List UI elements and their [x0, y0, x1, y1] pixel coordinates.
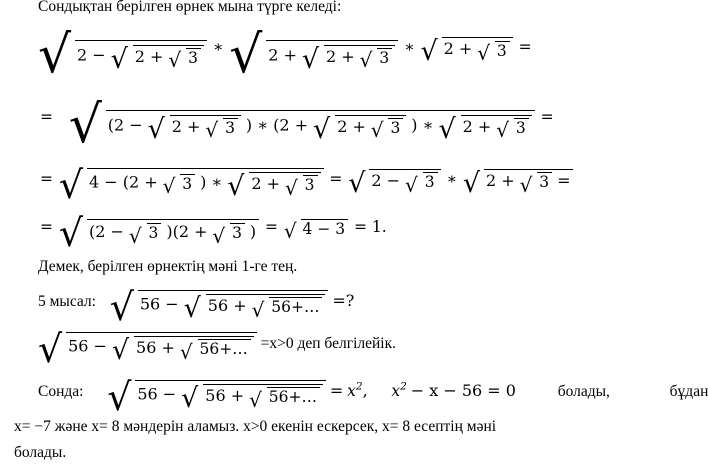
radical-outer-4	[68, 95, 535, 155]
radical-body: 56+…	[267, 387, 320, 406]
operand-text: 2 −	[77, 45, 106, 65]
final-text-line-2: болады.	[14, 444, 67, 461]
radical-nested-56-a	[109, 285, 329, 329]
radical-body	[249, 172, 320, 200]
operand-text: 2 +	[134, 46, 164, 66]
operator-equals: =	[40, 169, 53, 188]
radical-body	[461, 115, 532, 143]
radical-body: 3	[495, 41, 510, 60]
radical-sqrt3	[128, 223, 162, 248]
then-equals: =	[329, 380, 344, 400]
operand-text: 2 +	[326, 46, 355, 66]
radical-sign-icon: √	[229, 25, 263, 85]
operand-text: (2 −	[107, 115, 143, 135]
radical-body	[135, 380, 326, 414]
radical-sqrt3	[370, 118, 404, 143]
radical-inner-6	[227, 170, 320, 202]
radical-body	[324, 45, 395, 73]
equation-line-1	[38, 25, 534, 85]
radical-body	[203, 384, 323, 412]
operator-equals: =	[518, 38, 532, 57]
radical-sqrt3	[519, 172, 553, 197]
radical-body	[75, 40, 207, 75]
operand-text: ) ∗	[411, 115, 434, 135]
radical-body	[87, 168, 324, 202]
operand-text: 2 +	[171, 116, 201, 136]
operator-asterisk: ∗	[404, 38, 415, 57]
operand-text: 2 +	[251, 173, 281, 193]
final-text-line-1: x= −7 және x= 8 мәндерін аламыз. x>0 екенін ескерсек, x= 8 есептің мәні	[14, 418, 497, 435]
operand-text: )(2 +	[166, 221, 208, 241]
radical-sign-icon: √	[111, 334, 130, 366]
radical-nested-56-c3	[249, 387, 320, 412]
radical-body	[66, 332, 257, 366]
radical-body: 3	[388, 118, 403, 137]
radical-sqrt3	[496, 118, 529, 143]
radical-sign-icon: √	[205, 118, 219, 143]
radical-nested-56-c	[251, 297, 323, 322]
radical-nested-56-b3	[181, 382, 323, 414]
radical-body	[266, 40, 398, 75]
result-equals-one: = 1.	[354, 217, 387, 236]
radical-nested-56-b2	[111, 334, 254, 366]
radical-sign-icon: √	[283, 218, 297, 243]
operand-text: ) ∗	[200, 172, 223, 192]
operand-text: 56 −	[139, 294, 179, 314]
operand-text: 56 −	[68, 336, 107, 356]
radical-body	[369, 169, 440, 197]
then-comma: ,	[362, 380, 368, 400]
radical-4-minus-3	[283, 218, 348, 243]
radical-sign-icon: √	[38, 327, 63, 371]
radical-nested-56-b	[183, 292, 326, 324]
substitution-line	[38, 327, 397, 371]
radical-sign-icon: √	[58, 211, 84, 255]
radical-body: 3	[537, 172, 552, 191]
radical-body	[87, 219, 259, 248]
radical-nested-56-a2	[38, 327, 257, 371]
radical-sign-icon: √	[128, 223, 142, 248]
example-label: 5 мысал:	[38, 292, 96, 310]
equation-line-3	[38, 163, 573, 207]
radical-sqrt3	[212, 223, 245, 248]
radical-sqrt3	[205, 118, 238, 143]
operand-text: 4 − (2 +	[88, 172, 158, 192]
equation-line-2	[38, 95, 556, 155]
radical-nested-56-c2	[179, 339, 251, 364]
operand-text: 56 +	[136, 337, 175, 357]
radical-body	[134, 336, 254, 364]
then-word-2: бұдан	[669, 382, 708, 400]
operator-equals: =	[329, 169, 343, 188]
radical-2-plus-sqrt3	[462, 167, 574, 199]
radical-body: 3	[230, 223, 245, 242]
radical-sign-icon: √	[496, 118, 509, 143]
radical-inner-4	[313, 113, 406, 145]
radical-body	[133, 45, 204, 73]
radical-sign-icon: √	[249, 387, 262, 412]
radical-body	[442, 37, 513, 65]
radical-sign-icon: √	[183, 292, 201, 324]
radical-sign-icon: √	[348, 167, 366, 199]
radical-product	[58, 211, 259, 255]
radical-body: 56+…	[269, 297, 322, 316]
radical-sqrt3	[162, 173, 196, 198]
radical-body	[206, 294, 326, 322]
radical-sign-icon: √	[179, 339, 193, 364]
operator-asterisk: ∗	[212, 38, 224, 57]
quadratic-exponent: 2	[400, 380, 407, 393]
radical-body	[170, 115, 241, 143]
radical-sign-icon: √	[519, 172, 533, 197]
then-label: Сонда:	[38, 382, 84, 400]
radical-body: 3	[514, 118, 529, 137]
radical-2-minus-sqrt3	[348, 167, 440, 199]
radical-body: 3	[180, 174, 195, 193]
radical-inner-1	[110, 43, 204, 75]
operand-text: 2 +	[268, 45, 297, 65]
radical-body: 3	[223, 118, 238, 137]
radical-sign-icon: √	[284, 175, 298, 200]
operand-text: 2 +	[485, 170, 515, 190]
radical-sqrt3	[359, 48, 393, 73]
radical-sign-icon: √	[38, 25, 72, 85]
intro-text: Сондықтан берілген өрнек мына түрге келеді:	[38, 0, 342, 15]
operand-text: 2 +	[337, 116, 366, 136]
radical-sign-icon: √	[251, 297, 265, 322]
radical-sign-icon: √	[313, 113, 331, 145]
operator-equals: =	[557, 170, 571, 190]
radical-sign-icon: √	[370, 118, 384, 143]
radical-body: 3	[147, 223, 162, 242]
radical-sign-icon: √	[301, 43, 320, 75]
operand-text: 2 −	[371, 170, 401, 190]
then-word-1: болады,	[557, 382, 610, 400]
operand-text: )	[249, 221, 257, 241]
radical-body	[484, 169, 574, 197]
radical-sign-icon: √	[109, 285, 134, 329]
quadratic-x: x	[391, 381, 401, 400]
radical-sign-icon: √	[438, 113, 456, 145]
operand-text: (2 −	[88, 221, 124, 241]
operand-text: 2 +	[443, 39, 473, 59]
radical-outer-3	[420, 36, 513, 68]
radical-body: 4 − 3	[301, 219, 349, 238]
example-line	[38, 285, 355, 329]
then-square-exponent: 2	[355, 380, 363, 393]
radical-sign-icon: √	[68, 95, 102, 155]
radical-sqrt3	[168, 48, 201, 73]
radical-body	[335, 115, 406, 143]
radical-inner-5	[438, 113, 531, 145]
operand-text: 56 −	[137, 384, 177, 404]
radical-sign-icon: √	[359, 48, 373, 73]
radical-outer-5	[58, 163, 324, 207]
radical-sign-icon: √	[168, 48, 182, 73]
conclusion-text: Демек, берілген өрнектің мәні 1-ге тең.	[38, 258, 298, 275]
radical-body	[138, 290, 329, 324]
operand-text: ) ∗ (2 +	[245, 115, 309, 135]
operator-equals: =	[40, 217, 53, 236]
radical-sign-icon: √	[420, 36, 438, 68]
operand-text: 56 +	[207, 295, 247, 315]
radical-sign-icon: √	[405, 172, 418, 197]
example-tail: =?	[332, 290, 355, 310]
radical-sqrt3	[284, 175, 318, 200]
equation-line-4	[38, 211, 389, 255]
then-line	[38, 375, 708, 419]
radical-outer-1	[38, 25, 207, 85]
operator-equals: =	[265, 217, 279, 236]
quadratic-rest: − x − 56 = 0	[410, 380, 516, 400]
operator-equals: =	[540, 108, 554, 127]
radical-body: 56+…	[198, 339, 251, 358]
radical-body: 3	[303, 175, 318, 194]
radical-sign-icon: √	[462, 167, 481, 199]
radical-sign-icon: √	[477, 40, 490, 65]
radical-sign-icon: √	[227, 170, 245, 202]
radical-body: 3	[186, 48, 201, 67]
radical-body: 3	[423, 172, 438, 191]
operator-equals: =	[40, 108, 53, 127]
radical-nested-56-a3	[107, 375, 326, 419]
radical-body: 3	[377, 48, 392, 67]
radical-sqrt3	[405, 172, 438, 197]
radical-sign-icon: √	[107, 375, 132, 419]
operator-asterisk: ∗	[446, 169, 457, 188]
radical-outer-2	[229, 25, 398, 85]
radical-sign-icon: √	[181, 382, 199, 414]
radical-inner-3	[147, 113, 241, 145]
radical-sign-icon: √	[58, 163, 84, 207]
radical-sqrt3	[477, 40, 510, 65]
radical-body	[106, 110, 535, 145]
radical-sign-icon: √	[147, 113, 165, 145]
radical-inner-2	[301, 43, 395, 75]
radical-sign-icon: √	[212, 223, 226, 248]
operand-text: 2 +	[462, 116, 492, 136]
radical-sign-icon: √	[110, 43, 128, 75]
radical-sign-icon: √	[162, 173, 176, 198]
substitution-tail: =x>0 деп белгілейік.	[260, 334, 397, 352]
operand-text: 56 +	[205, 385, 245, 405]
then-square: x	[347, 381, 356, 400]
